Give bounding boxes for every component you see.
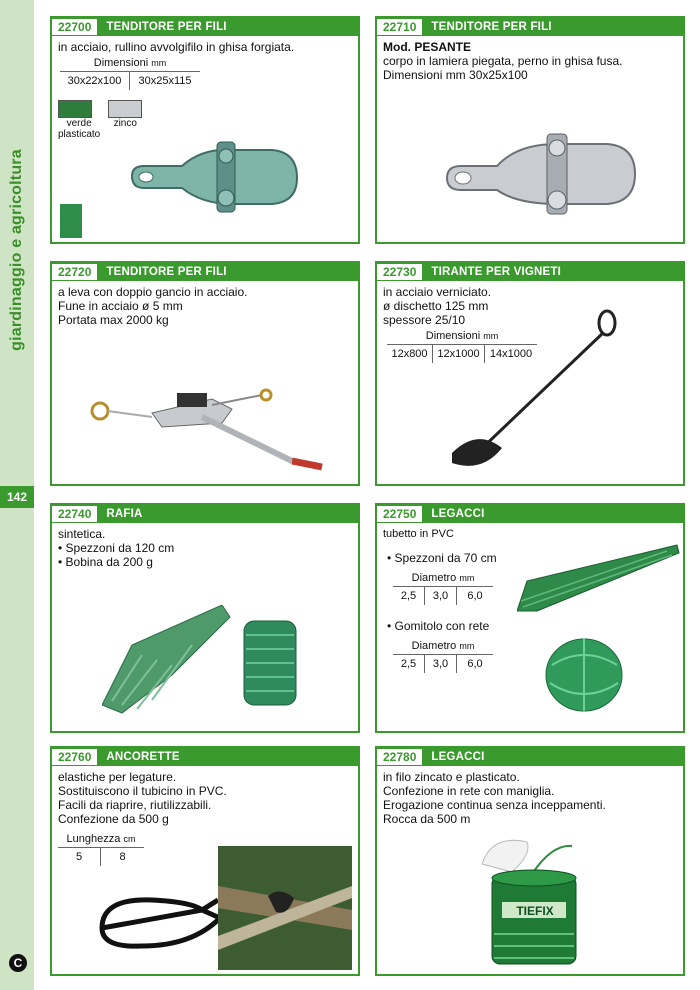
swatch-verde	[58, 100, 92, 118]
product-code: 22700	[51, 18, 98, 36]
lever-hoist-image	[82, 383, 342, 478]
product-card-22760: 22760 ANCORETTE elastiche per legature. Sostituiscono il tubicino in PVC. Facili da riaprire, riutilizzabili. Confezione da 500 g Lunghezza cm 5 8	[50, 746, 360, 976]
product-card-22730: 22730 TIRANTE PER VIGNETI in acciaio verniciato. ø dischetto 125 mm spessore 25/10 Dimensioni mm 12x800 12x1000 14x1000	[375, 261, 685, 486]
anchor-rod-image	[437, 303, 637, 483]
dimension-table: Diametro mm 2,5 3,0 6,0	[393, 639, 493, 673]
product-card-22700: 22700 TENDITORE PER FILI in acciaio, rullino avvolgifilo in ghisa forgiata. Dimensioni mm 30x22x100 30x25x115 verde plasticato zinco	[50, 16, 360, 244]
tensioner-image	[122, 138, 342, 218]
section-label: giardinaggio e agricoltura	[8, 149, 25, 351]
dimension-table: Diametro mm 2,5 3,0 6,0	[393, 571, 493, 605]
tensioner-heavy-image	[437, 128, 667, 218]
ties-bundle-image	[517, 541, 682, 621]
product-description: in acciaio, rullino avvolgifilo in ghisa forgiata.	[58, 40, 295, 54]
dimension-table: Dimensioni mm 12x800 12x1000 14x1000	[387, 329, 537, 363]
raffia-spool-image	[240, 615, 300, 710]
product-thumbnail	[60, 204, 82, 238]
raffia-bundle-image	[102, 605, 232, 715]
product-card-22740: 22740 RAFIA sintetica. • Spezzoni da 120 cm • Bobina da 200 g	[50, 503, 360, 733]
page-number: 142	[0, 486, 34, 508]
branch-photo	[218, 846, 352, 970]
product-card-22710: 22710 TENDITORE PER FILI Mod. PESANTE corpo in lamiera piegata, perno in ghisa fusa. Dimensioni mm 30x25x100	[375, 16, 685, 244]
product-card-22720: 22720 TENDITORE PER FILI a leva con doppio gancio in acciaio. Fune in acciaio ø 5 mm Portata max 2000 kg	[50, 261, 360, 486]
swatch-zinco	[108, 100, 142, 118]
ties-ball-image	[542, 635, 627, 715]
dimension-table: Dimensioni mm 30x22x100 30x25x115	[60, 56, 200, 90]
brand-logo: C	[9, 954, 27, 972]
product-title: TENDITORE PER FILI	[106, 21, 227, 33]
wire-spool-image	[472, 834, 592, 969]
product-card-22750: 22750 LEGACCI tubetto in PVC • Spezzoni da 70 cm Diametro mm 2,5 3,0 6,0 • Gomitolo con rete Diametro mm 2,5 3,0 6,0	[375, 503, 685, 733]
anchor-tie-image	[92, 888, 232, 958]
brand-label: TIEFIX	[516, 904, 554, 918]
product-card-22780: 22780 LEGACCI in filo zincato e plasticato. Confezione in rete con maniglia. Erogazione continua senza inceppamenti. Rocca da 500 m TIEFIX	[375, 746, 685, 976]
dimension-table: Lunghezza cm 5 8	[58, 832, 144, 866]
